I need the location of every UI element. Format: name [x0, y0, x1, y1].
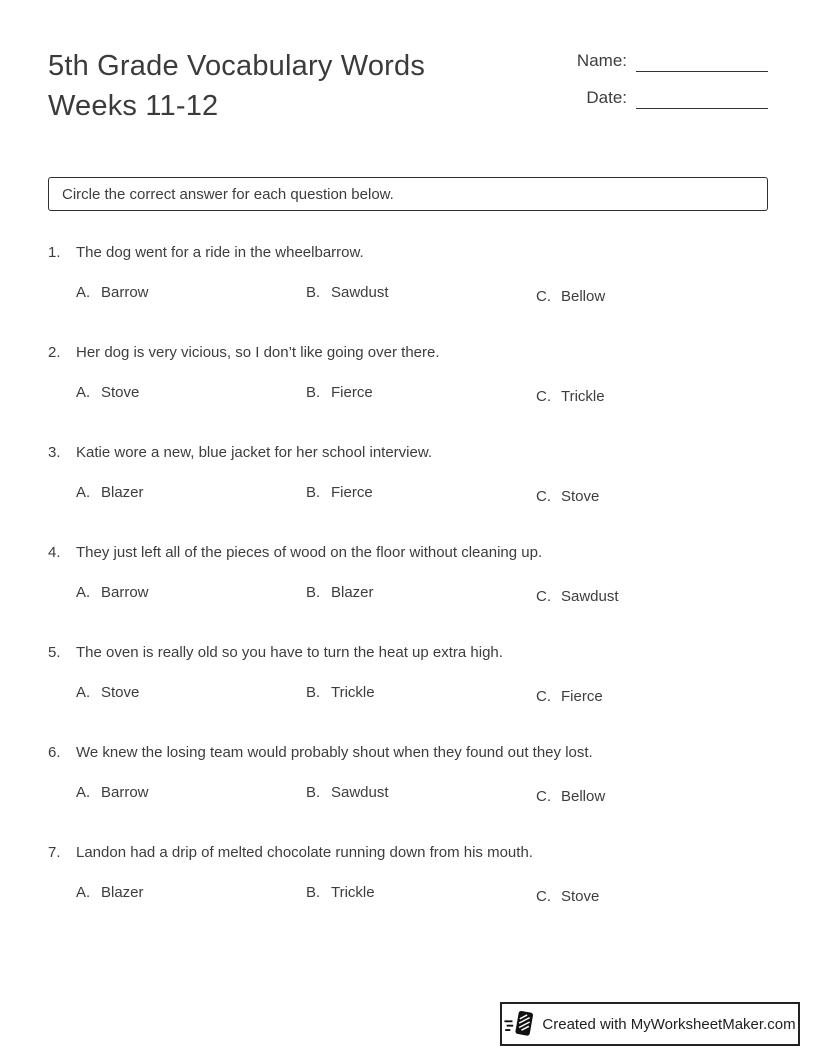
question-number: 1.: [48, 244, 61, 261]
option-a[interactable]: [76, 883, 144, 903]
option-a[interactable]: [76, 683, 139, 703]
option-label: Fierce: [331, 484, 373, 501]
date-field-row: [577, 87, 768, 109]
option-letter: B.: [306, 284, 321, 301]
question-7: [48, 843, 768, 905]
option-a[interactable]: [76, 783, 149, 803]
option-c[interactable]: [536, 387, 605, 407]
option-a[interactable]: [76, 483, 144, 503]
option-letter: A.: [76, 684, 91, 701]
option-b[interactable]: [306, 383, 373, 403]
question-number: 4.: [48, 544, 61, 561]
option-c[interactable]: [536, 787, 605, 807]
option-label: Stove: [561, 488, 600, 505]
question-text: The oven is really old so you have to turn the heat up extra high.: [76, 644, 503, 661]
option-label: Stove: [101, 684, 140, 701]
option-label: Blazer: [101, 884, 144, 901]
options-row: [48, 583, 768, 605]
page-title: [48, 46, 425, 126]
options-row: [48, 883, 768, 905]
option-label: Barrow: [101, 284, 149, 301]
option-a[interactable]: [76, 283, 149, 303]
question-text: Landon had a drip of melted chocolate running down from his mouth.: [76, 844, 533, 861]
option-label: Stove: [101, 384, 140, 401]
option-letter: B.: [306, 384, 321, 401]
option-letter: C.: [536, 488, 551, 505]
options-row: [48, 283, 768, 305]
options-row: [48, 383, 768, 405]
question-text-row: [48, 443, 768, 463]
option-letter: A.: [76, 384, 91, 401]
option-letter: B.: [306, 784, 321, 801]
date-label: Date:: [586, 88, 627, 107]
option-letter: B.: [306, 884, 321, 901]
question-text: The dog went for a ride in the wheelbarrow.: [76, 244, 364, 261]
footer-credit-text: Created with MyWorksheetMaker.com: [542, 1015, 796, 1033]
question-number: 5.: [48, 644, 61, 661]
option-b[interactable]: [306, 483, 373, 503]
footer-credit-badge: [500, 1002, 800, 1046]
option-letter: A.: [76, 484, 91, 501]
option-label: Sawdust: [331, 284, 389, 301]
option-b[interactable]: [306, 583, 374, 603]
option-a[interactable]: [76, 383, 139, 403]
option-c[interactable]: [536, 687, 603, 707]
question-number: 2.: [48, 344, 61, 361]
option-a[interactable]: [76, 583, 149, 603]
option-c[interactable]: [536, 887, 599, 907]
name-field-row: [577, 50, 768, 72]
option-c[interactable]: [536, 287, 605, 307]
question-1: [48, 243, 768, 305]
flying-worksheet-icon: [504, 1008, 534, 1040]
option-letter: A.: [76, 284, 91, 301]
options-row: [48, 783, 768, 805]
question-text-row: [48, 643, 768, 663]
instruction-box: [48, 177, 768, 211]
option-letter: A.: [76, 784, 91, 801]
option-c[interactable]: [536, 487, 599, 507]
option-b[interactable]: [306, 783, 389, 803]
question-text-row: [48, 343, 768, 363]
question-text-row: [48, 243, 768, 263]
option-label: Sawdust: [561, 588, 619, 605]
question-text-row: [48, 543, 768, 563]
question-5: [48, 643, 768, 705]
option-letter: B.: [306, 584, 321, 601]
option-label: Fierce: [331, 384, 373, 401]
option-c[interactable]: [536, 587, 619, 607]
question-2: [48, 343, 768, 405]
option-label: Barrow: [101, 584, 149, 601]
option-letter: C.: [536, 388, 551, 405]
question-text: We knew the losing team would probably shout when they found out they lost.: [76, 744, 593, 761]
option-letter: C.: [536, 688, 551, 705]
option-letter: A.: [76, 584, 91, 601]
question-number: 7.: [48, 844, 61, 861]
option-b[interactable]: [306, 283, 389, 303]
option-letter: C.: [536, 288, 551, 305]
option-letter: B.: [306, 484, 321, 501]
question-text: Katie wore a new, blue jacket for her school interview.: [76, 444, 433, 461]
option-label: Bellow: [561, 788, 606, 805]
question-list: [48, 243, 768, 943]
option-label: Barrow: [101, 784, 149, 801]
option-label: Trickle: [561, 388, 605, 405]
option-label: Trickle: [331, 684, 375, 701]
option-letter: C.: [536, 888, 551, 905]
question-text-row: [48, 843, 768, 863]
question-text: They just left all of the pieces of wood on the floor without cleaning up.: [76, 544, 543, 561]
option-letter: B.: [306, 684, 321, 701]
question-3: [48, 443, 768, 505]
option-b[interactable]: [306, 883, 375, 903]
question-text: Her dog is very vicious, so I don’t like going over there.: [76, 344, 440, 361]
option-label: Blazer: [101, 484, 144, 501]
option-letter: A.: [76, 884, 91, 901]
option-label: Trickle: [331, 884, 375, 901]
options-row: [48, 683, 768, 705]
option-label: Fierce: [561, 688, 603, 705]
name-blank-line[interactable]: [636, 50, 768, 72]
option-label: Stove: [561, 888, 600, 905]
page-title-line1: 5th Grade Vocabulary Words: [48, 50, 426, 82]
name-label: Name:: [576, 51, 627, 70]
name-date-block: [577, 50, 768, 124]
date-blank-line[interactable]: [636, 87, 768, 109]
option-label: Sawdust: [331, 784, 389, 801]
options-row: [48, 483, 768, 505]
option-letter: C.: [536, 588, 551, 605]
option-label: Blazer: [331, 584, 374, 601]
option-b[interactable]: [306, 683, 375, 703]
question-number: 6.: [48, 744, 61, 761]
question-4: [48, 543, 768, 605]
instruction-text: Circle the correct answer for each question below.: [62, 185, 394, 203]
question-text-row: [48, 743, 768, 763]
question-6: [48, 743, 768, 805]
question-number: 3.: [48, 444, 61, 461]
page-title-line2: Weeks 11-12: [48, 90, 219, 122]
option-letter: C.: [536, 788, 551, 805]
option-label: Bellow: [561, 288, 606, 305]
